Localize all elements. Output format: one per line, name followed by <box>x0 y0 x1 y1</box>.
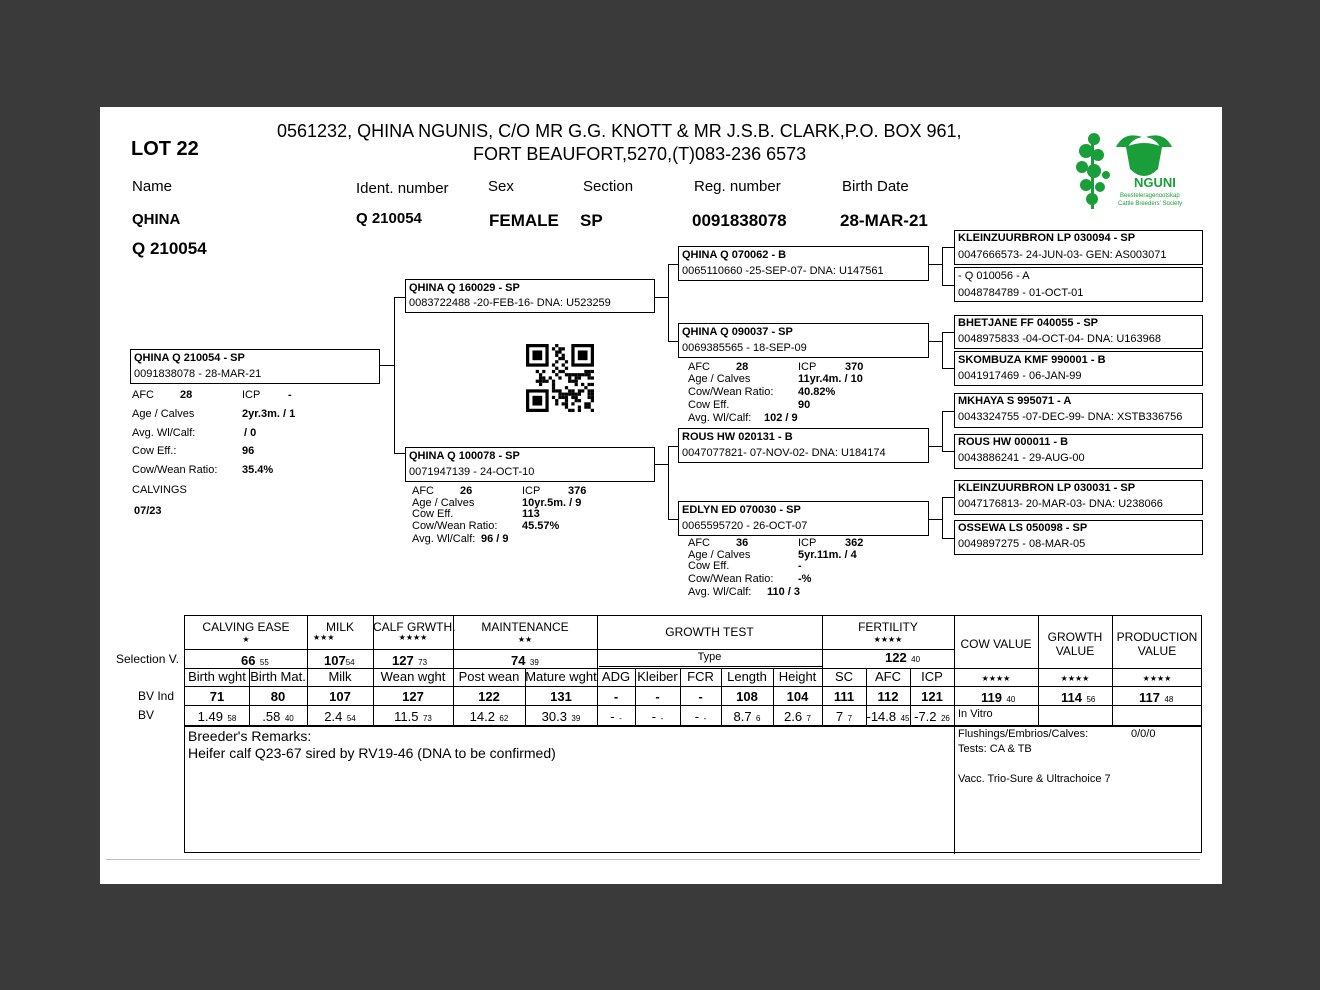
bv-value-accuracy: 7 <box>806 714 811 723</box>
animal-sex: FEMALE <box>489 211 559 230</box>
sd-icp: 370 <box>845 361 864 373</box>
ggp-sub: 0041917469 - 06-JAN-99 <box>958 370 1082 382</box>
dam-wl: 96 / 9 <box>481 533 509 545</box>
dam-age-label: Age / Calves <box>412 497 475 509</box>
qr-code-icon <box>520 344 600 412</box>
breeder-line-1: 0561232, QHINA NGUNIS, C/O MR G.G. KNOTT & MR J.S.B. CLARK,P.O. BOX 961, <box>277 121 962 141</box>
ggp-sub: 0047176813- 20-MAR-03- DNA: U238066 <box>958 498 1163 510</box>
bv-header: ADG <box>601 669 631 684</box>
dd-cw-label: Cow/Wean Ratio: <box>688 573 774 585</box>
bv-index-value: - <box>613 689 619 704</box>
bv-index-value: 131 <box>550 689 572 704</box>
ggp-sub: 0043324755 -07-DEC-99- DNA: XSTB336756 <box>958 411 1183 423</box>
bv-value-accuracy: 6 <box>756 714 761 723</box>
logo-sub-2: Cattle Breeders' Society <box>1118 201 1183 207</box>
cow-value-header: COW VALUE <box>960 637 1032 651</box>
ggp-sub: 0048784789 - 01-OCT-01 <box>958 287 1084 299</box>
bv-value <box>249 708 307 726</box>
bv-value-accuracy: 54 <box>346 714 356 723</box>
bv-value-main: -7.2 <box>914 709 937 724</box>
self-calvings-label: CALVINGS <box>132 484 187 496</box>
ggp-box-8 <box>954 520 1203 555</box>
bv-header: Post wean <box>458 669 520 684</box>
animal-box-title: QHINA Q 210054 - SP <box>134 352 245 364</box>
sd-afc-label: AFC <box>688 361 710 373</box>
bv-value <box>866 708 910 726</box>
dd-afc-label: AFC <box>688 537 710 549</box>
bv-value-accuracy: - <box>619 714 622 723</box>
production-value-stars: ★★★★ <box>1142 674 1172 683</box>
col-reg: Reg. number <box>694 178 781 195</box>
dam-sub: 0071947139 - 24-OCT-10 <box>409 466 535 478</box>
self-age-label: Age / Calves <box>132 408 195 420</box>
dam-title: QHINA Q 100078 - SP <box>409 450 520 462</box>
sire-box <box>405 279 655 313</box>
bv-value-main: 30.3 <box>541 709 567 724</box>
col-birth: Birth Date <box>842 178 909 195</box>
bv-value-main: 11.5 <box>394 709 419 724</box>
sel-milk: 10754 <box>324 653 355 668</box>
ggp-title: OSSEWA LS 050098 - SP <box>958 522 1088 534</box>
bv-value <box>822 708 866 726</box>
bv-index-value: 111 <box>833 689 855 704</box>
flush-label: Flushings/Embrios/Calves: <box>958 728 1089 740</box>
bv-value <box>680 708 721 726</box>
self-afc: 28 <box>180 389 193 401</box>
dd-sub: 0065595720 - 26-OCT-07 <box>682 520 808 532</box>
ggp-sub: 0047666573- 24-JUN-03- GEN: AS003071 <box>958 249 1167 261</box>
row-label-bvind: BV Ind <box>138 689 175 703</box>
breeder-line-2: FORT BEAUFORT,5270,(T)083-236 6573 <box>473 144 807 164</box>
pedigree-sheet <box>100 107 1222 884</box>
calf-growth-header: CALF GRWTH. <box>373 620 456 634</box>
dam-box <box>405 447 655 482</box>
sires-sire-box <box>678 246 929 281</box>
dam-afc: 26 <box>460 485 473 497</box>
animal-ident: Q 210054 <box>356 210 422 227</box>
bv-index-value: 80 <box>270 689 286 704</box>
calf-growth-stars: ★★★★ <box>398 633 428 642</box>
bv-value <box>635 708 680 726</box>
logo-sub-1: Beesteleragenootskap <box>1120 193 1180 199</box>
ggp-box-1 <box>954 230 1203 265</box>
animal-box <box>130 349 380 384</box>
self-age: 2yr.3m. / 1 <box>242 408 296 420</box>
sd-afc: 28 <box>736 361 749 373</box>
cow-value-stars: ★★★★ <box>981 674 1011 683</box>
bv-header: FCR <box>687 669 714 684</box>
dam-cw: 45.57% <box>522 520 560 532</box>
dd-afc: 36 <box>736 537 749 549</box>
bv-value <box>307 708 373 726</box>
bv-value-accuracy: 62 <box>499 714 509 723</box>
bv-value-main: 2.6 <box>784 709 803 724</box>
fertility-header: FERTILITY <box>858 620 918 634</box>
bv-value <box>910 708 954 726</box>
dams-dam-box <box>678 501 929 536</box>
sel-fert: 122 40 <box>885 650 921 665</box>
bv-header: Birth wght <box>188 669 246 684</box>
ggp-box-6 <box>954 434 1203 469</box>
sd-wl-label: Avg. Wl/Calf: <box>688 412 752 424</box>
bv-value-accuracy: - <box>703 714 707 723</box>
sire-title: QHINA Q 160029 - SP <box>409 282 520 294</box>
production-value: 117 48 <box>1139 690 1174 705</box>
self-ce-label: Cow Eff.: <box>132 445 177 457</box>
calving-ease-stars: ★ <box>242 635 250 644</box>
bv-value-main: - <box>651 709 657 724</box>
bv-value-accuracy: 40 <box>284 714 294 723</box>
bv-value <box>373 708 453 726</box>
sd-icp-label: ICP <box>798 361 817 373</box>
bv-value <box>773 708 822 726</box>
sd-title: QHINA Q 090037 - SP <box>682 326 793 338</box>
ggp-title: MKHAYA S 995071 - A <box>958 395 1072 407</box>
dams-sire-box <box>678 428 929 463</box>
bv-value-accuracy: 58 <box>227 714 237 723</box>
ggp-sub: 0049897275 - 08-MAR-05 <box>958 538 1086 550</box>
col-ident: Ident. number <box>356 180 449 197</box>
bv-header: Birth Mat. <box>250 669 306 684</box>
bv-value <box>597 708 635 726</box>
milk-stars: ★★★ <box>313 633 335 642</box>
ggp-title: BHETJANE FF 040055 - SP <box>958 317 1098 329</box>
calving-ease-header: CALVING EASE <box>202 620 290 634</box>
sd-ce-label: Cow Eff. <box>688 399 730 411</box>
maintenance-stars: ★★ <box>517 635 533 644</box>
bv-value-accuracy: 45 <box>900 714 910 723</box>
bv-header: SC <box>834 669 854 684</box>
col-name: Name <box>132 178 173 195</box>
bv-header: Kleiber <box>637 669 678 684</box>
ss-sub: 0065110660 -25-SEP-07- DNA: U147561 <box>682 265 884 277</box>
remarks-text: Heifer calf Q23-67 sired by RV19-46 (DNA to be confirmed) <box>188 745 556 761</box>
bv-index-value: 104 <box>786 689 809 704</box>
dam-age: 10yr.5m. / 9 <box>522 497 582 509</box>
bv-value-main: - <box>694 709 700 724</box>
dam-ce-label: Cow Eff. <box>412 508 454 520</box>
sd-cw: 40.82% <box>798 386 836 398</box>
bv-value <box>453 708 525 726</box>
bv-index-value: 121 <box>921 689 943 704</box>
row-label-selection: Selection V. <box>116 652 179 666</box>
self-afc-label: AFC <box>132 389 154 401</box>
ggp-title: ROUS HW 000011 - B <box>958 436 1069 448</box>
bv-value-accuracy: 73 <box>422 714 432 723</box>
ggp-sub: 0048975833 -04-OCT-04- DNA: U163968 <box>958 333 1162 345</box>
bv-value-main: 1.49 <box>197 709 223 724</box>
dd-wl-label: Avg. Wl/Calf: <box>688 586 752 598</box>
sire-sub: 0083722488 -20-FEB-16- DNA: U523259 <box>409 297 611 309</box>
dd-cw: -% <box>798 573 812 585</box>
bv-header: AFC <box>875 669 901 684</box>
animal-section: SP <box>580 211 603 230</box>
maintenance-header: MAINTENANCE <box>481 620 569 634</box>
animal-ident-large: Q 210054 <box>132 239 207 258</box>
nguni-logo <box>1072 125 1190 217</box>
animal-birth: 28-MAR-21 <box>840 211 928 230</box>
bv-value-main: -14.8 <box>866 709 897 724</box>
dd-title: EDLYN ED 070030 - SP <box>682 504 801 516</box>
sd-sub: 0069385565 - 18-SEP-09 <box>682 342 807 354</box>
dd-age: 5yr.11m. / 4 <box>798 549 857 561</box>
growth-value: 114 56 <box>1061 690 1096 705</box>
logo-text: NGUNI <box>1134 175 1176 190</box>
self-icp-label: ICP <box>242 389 261 401</box>
row-label-bv: BV <box>138 708 155 722</box>
dam-icp: 376 <box>568 485 587 497</box>
bv-index-value: 127 <box>402 689 424 704</box>
bv-header: Length <box>727 669 767 684</box>
ggp-title: KLEINZUURBRON LP 030094 - SP <box>958 232 1136 244</box>
ggp-title: - Q 010056 - A <box>958 270 1030 282</box>
dd-ce: - <box>798 560 802 572</box>
bv-index-value: 71 <box>209 689 225 704</box>
sel-maint: 74 39 <box>511 653 539 668</box>
dd-ce-label: Cow Eff. <box>688 560 730 572</box>
bv-value-main: 7 <box>835 709 844 724</box>
bv-value <box>185 708 249 726</box>
bv-value-main: - <box>610 709 615 724</box>
ggp-box-3 <box>954 315 1203 349</box>
sd-ce: 90 <box>798 399 811 411</box>
bv-index-value: 108 <box>736 689 758 704</box>
self-ce: 96 <box>242 445 255 457</box>
bv-value-accuracy: - <box>660 714 664 723</box>
ds-sub: 0047077821- 07-NOV-02- DNA: U184174 <box>682 447 886 459</box>
bv-header: Milk <box>328 669 352 684</box>
bv-header: Wean wght <box>380 669 446 684</box>
sires-dam-box <box>678 323 929 358</box>
bv-header: Height <box>778 669 817 684</box>
ggp-title: SKOMBUZA KMF 990001 - B <box>958 354 1106 366</box>
tests-text: Tests: CA & TB <box>958 743 1032 755</box>
ggp-box-5 <box>954 393 1203 428</box>
bv-index-value: - <box>698 689 703 704</box>
bv-index-value: 122 <box>478 689 500 704</box>
breeding-values-table <box>184 615 1202 853</box>
dd-age-label: Age / Calves <box>688 549 751 561</box>
fertility-stars: ★★★★ <box>873 635 903 644</box>
bv-index-value: - <box>655 689 660 704</box>
production-value-header: PRODUCTION VALUE <box>1116 630 1198 658</box>
dam-afc-label: AFC <box>412 485 434 497</box>
bv-header: Mature wght <box>525 669 597 684</box>
self-icp: - <box>288 389 292 401</box>
animal-name: QHINA <box>132 211 181 228</box>
sel-calving: 66 55 <box>241 653 269 668</box>
bv-value-main: 14.2 <box>469 709 495 724</box>
bv-value <box>721 708 773 726</box>
ggp-box-4 <box>954 351 1203 386</box>
col-sex: Sex <box>488 178 514 195</box>
flush-value: 0/0/0 <box>1131 728 1156 740</box>
dd-wl: 110 / 3 <box>767 586 801 598</box>
bv-index-value: 112 <box>877 689 899 704</box>
sd-age-label: Age / Calves <box>688 373 751 385</box>
self-wl-label: Avg. Wl/Calf: <box>132 427 196 439</box>
self-calvings: 07/23 <box>134 505 162 517</box>
animal-box-sub: 0091838078 - 28-MAR-21 <box>134 368 262 380</box>
milk-header: MILK <box>325 620 354 634</box>
self-cw: 35.4% <box>242 464 274 476</box>
dd-icp-label: ICP <box>798 537 817 549</box>
lot-number: LOT 22 <box>131 138 199 160</box>
bv-value-main: 2.4 <box>324 709 343 724</box>
in-vitro-label: In Vitro <box>958 708 993 720</box>
remarks-label: Breeder's Remarks: <box>188 728 312 744</box>
sd-age: 11yr.4m. / 10 <box>798 373 863 385</box>
growth-value-stars: ★★★★ <box>1060 674 1090 683</box>
sd-wl: 102 / 9 <box>764 412 798 424</box>
growth-type-label: Type <box>697 651 722 663</box>
cow-value: 119 40 <box>981 690 1016 705</box>
sd-cw-label: Cow/Wean Ratio: <box>688 386 774 398</box>
ds-title: ROUS HW 020131 - B <box>682 431 793 443</box>
ggp-sub: 0043886241 - 29-AUG-00 <box>958 452 1085 464</box>
self-wl: / 0 <box>244 427 257 439</box>
growth-test-header: GROWTH TEST <box>665 625 754 639</box>
col-section: Section <box>583 178 634 195</box>
self-cw-label: Cow/Wean Ratio: <box>132 464 218 476</box>
bv-header: ICP <box>921 669 943 684</box>
growth-value-header: GROWTH VALUE <box>1047 630 1103 658</box>
ggp-box-7 <box>954 480 1203 515</box>
sel-calf: 127 73 <box>392 653 428 668</box>
dam-ce: 113 <box>522 508 540 520</box>
ss-title: QHINA Q 070062 - B <box>682 249 787 261</box>
dam-icp-label: ICP <box>522 485 541 497</box>
animal-reg: 0091838078 <box>692 211 787 230</box>
bv-value-accuracy: 26 <box>940 714 950 723</box>
bv-value-main: .58 <box>262 709 281 724</box>
bv-index-value: 107 <box>329 689 351 704</box>
vacc-text: Vacc. Trio-Sure & Ultrachoice 7 <box>958 773 1111 785</box>
dd-icp: 362 <box>845 537 864 549</box>
nguni-logo-icon <box>1072 125 1190 217</box>
bv-value-accuracy: 39 <box>571 714 581 723</box>
bv-value <box>525 708 597 726</box>
dam-wl-label: Avg. Wl/Calf: <box>412 533 476 545</box>
dam-cw-label: Cow/Wean Ratio: <box>412 520 498 532</box>
ggp-box-2 <box>954 267 1203 302</box>
ggp-title: KLEINZUURBRON LP 030031 - SP <box>958 482 1136 494</box>
bv-value-accuracy: 7 <box>847 714 853 723</box>
bv-value-main: 8.7 <box>733 709 752 724</box>
